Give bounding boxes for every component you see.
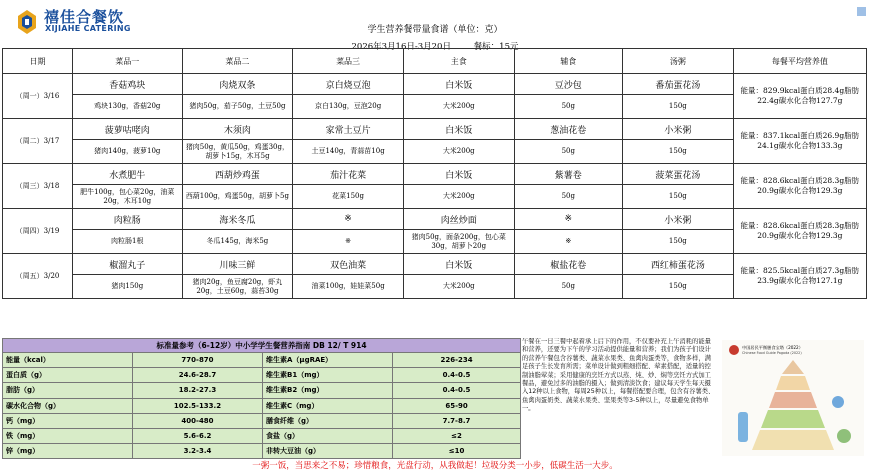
dish-quantity: 大米200g xyxy=(403,275,514,299)
dish-quantity: 猪肉50g，面条200g，包心菜30g，胡萝卜20g xyxy=(403,230,514,254)
dish-quantity: 西葫100g，鸡蛋50g，胡萝卜5g xyxy=(182,185,293,209)
day-label: （周二）3/17 xyxy=(3,119,73,164)
dish-name: 西红柿蛋花汤 xyxy=(623,254,734,275)
dish-name: 肉烧双条 xyxy=(182,74,293,95)
dish-quantity: 油菜100g，娃娃菜50g xyxy=(293,275,404,299)
nutrient-range: 7.7-8.7 xyxy=(393,413,521,428)
dish-quantity: 50g xyxy=(514,140,622,164)
nutrition-value: 能量：825.5kcal蛋白质27.3g脂肪23.9g碳水化合物127.1g xyxy=(733,254,866,299)
dish-name: 茄汁花菜 xyxy=(293,164,404,185)
nutrient-range: 102.5-133.2 xyxy=(133,398,263,413)
header-dish3: 菜品三 xyxy=(293,49,404,74)
dish-quantity: 花菜150g xyxy=(293,185,404,209)
page-title: 学生营养餐带量食谱（单位：克） xyxy=(367,25,503,35)
dish-name: ※ xyxy=(293,209,404,230)
dish-quantity: 猪肉50g，黄瓜50g，鸡蛋30g，胡萝卜15g，木耳5g xyxy=(182,140,293,164)
nutrition-value: 能量：837.1kcal蛋白质26.9g脂肪24.1g碳水化合物133.3g xyxy=(733,119,866,164)
nutrient-range: 0.4-0.5 xyxy=(393,368,521,383)
dish-name: ※ xyxy=(514,209,622,230)
nutrient-range: 226-234 xyxy=(393,353,521,368)
nutrient-range: 65-90 xyxy=(393,398,521,413)
dish-quantity: 150g xyxy=(623,230,734,254)
nutrition-value: 能量：829.9kcal蛋白质28.4g脂肪22.4g碳水化合物127.7g xyxy=(733,74,866,119)
dish-quantity: 大米200g xyxy=(403,140,514,164)
dish-quantity: 猪肉50g，茄子50g，土豆50g xyxy=(182,95,293,119)
nutrient-name: 锌（mg） xyxy=(3,444,133,459)
dish-quantity: 50g xyxy=(514,185,622,209)
dish-name: 白米饭 xyxy=(403,164,514,185)
standard-row xyxy=(3,444,521,459)
header-staple: 主食 xyxy=(403,49,514,74)
dish-name: 菠菜蛋花汤 xyxy=(623,164,734,185)
corner-marker xyxy=(857,7,866,16)
nutrient-name: 铁（mg） xyxy=(3,428,133,443)
nutrient-name: 蛋白质（g） xyxy=(3,368,133,383)
dish-name: 椒盐花卷 xyxy=(514,254,622,275)
dish-name: 葱油花卷 xyxy=(514,119,622,140)
dish-name: 白米饭 xyxy=(403,119,514,140)
dish-quantity: ※ xyxy=(293,230,404,254)
dish-quantity: 土豆140g，青蒜苗10g xyxy=(293,140,404,164)
dish-name: 西葫炒鸡蛋 xyxy=(182,164,293,185)
standard-row xyxy=(3,428,521,443)
dish-name: 紫薯卷 xyxy=(514,164,622,185)
dish-name: 肉粒肠 xyxy=(73,209,183,230)
header-date: 日期 xyxy=(3,49,73,74)
dish-name: 京白烧豆泡 xyxy=(293,74,404,95)
dish-quantity: 肥牛100g，包心菜20g，油菜20g，木耳10g xyxy=(73,185,183,209)
nutrient-range: 0.4-0.5 xyxy=(393,383,521,398)
dish-quantity: 猪肉140g，菠萝10g xyxy=(73,140,183,164)
nutrition-standard-table xyxy=(2,338,521,459)
nutrient-name: 非转大豆油（g） xyxy=(263,444,393,459)
header-dish2: 菜品二 xyxy=(182,49,293,74)
header-nutrition: 每餐平均营养值 xyxy=(733,49,866,74)
standard-row xyxy=(3,398,521,413)
menu-header-row xyxy=(3,49,867,74)
nutrient-name: 食盐（g） xyxy=(263,428,393,443)
dish-name: 家常土豆片 xyxy=(293,119,404,140)
menu-dish-row xyxy=(3,254,867,275)
day-label: （周四）3/19 xyxy=(3,209,73,254)
nutrient-name: 脂肪（g） xyxy=(3,383,133,398)
dish-quantity: 猪肉20g，鱼豆腐20g，虾丸20g，土豆60g，蒜苔30g xyxy=(182,275,293,299)
pagoda-title: 中国居民平衡膳食宝塔（2022） xyxy=(742,345,803,350)
dish-name: 香菇鸡块 xyxy=(73,74,183,95)
dish-quantity: 50g xyxy=(514,275,622,299)
standard-row xyxy=(3,383,521,398)
standard-row xyxy=(3,413,521,428)
day-label: （周一）3/16 xyxy=(3,74,73,119)
dish-quantity: 大米200g xyxy=(403,185,514,209)
dish-name: 白米饭 xyxy=(403,74,514,95)
dish-name: 双色油菜 xyxy=(293,254,404,275)
dish-quantity: 大米200g xyxy=(403,95,514,119)
day-label: （周三）3/18 xyxy=(3,164,73,209)
dish-quantity: 肉粒肠1根 xyxy=(73,230,183,254)
day-label: （周五）3/20 xyxy=(3,254,73,299)
menu-dish-row xyxy=(3,209,867,230)
dish-name: 川味三鲜 xyxy=(182,254,293,275)
dish-name: 白米饭 xyxy=(403,254,514,275)
dish-quantity: 冬瓜145g，海米5g xyxy=(182,230,293,254)
standard-row xyxy=(3,368,521,383)
dish-name: 水煮肥牛 xyxy=(73,164,183,185)
dish-quantity: 150g xyxy=(623,140,734,164)
dish-name: 豆沙包 xyxy=(514,74,622,95)
nutrient-range: ≤2 xyxy=(393,428,521,443)
header-soup: 汤粥 xyxy=(623,49,734,74)
nutrient-name: 维生素B1（mg） xyxy=(263,368,393,383)
brand-name-cn: 禧佳合餐饮 xyxy=(44,8,125,26)
food-pagoda-image xyxy=(722,340,864,456)
nutrient-range: 18.2-27.3 xyxy=(133,383,263,398)
dish-quantity: 150g xyxy=(623,275,734,299)
meal-fee: 餐标：15元 xyxy=(473,42,519,52)
menu-dish-row xyxy=(3,74,867,95)
dish-quantity: 京白130g，豆泡20g xyxy=(293,95,404,119)
nutrient-name: 维生素C（mg） xyxy=(263,398,393,413)
dish-name: 海米冬瓜 xyxy=(182,209,293,230)
nutrient-name: 钙（mg） xyxy=(3,413,133,428)
pagoda-subtitle: Chinese Food Guide Pagoda (2022) xyxy=(742,351,802,355)
dish-quantity: 50g xyxy=(514,95,622,119)
dish-name: 木须肉 xyxy=(182,119,293,140)
date-range: 2026年3月16日-3月20日 xyxy=(351,42,451,52)
nutrient-range: 5.6-6.2 xyxy=(133,428,263,443)
nutrient-range: 400-480 xyxy=(133,413,263,428)
nutrition-value: 能量：828.6kcal蛋白质28.3g脂肪20.9g碳水化合物129.3g xyxy=(733,209,866,254)
dish-quantity: 150g xyxy=(623,95,734,119)
nutrient-range: ≤10 xyxy=(393,444,521,459)
dish-quantity: 猪肉150g xyxy=(73,275,183,299)
nutrient-name: 膳食纤维（g） xyxy=(263,413,393,428)
brand-name-en: XIJIAHE CATERING xyxy=(45,24,131,33)
header-side: 辅食 xyxy=(514,49,622,74)
dish-name: 肉丝炒面 xyxy=(403,209,514,230)
nutrient-range: 24.6-28.7 xyxy=(133,368,263,383)
dish-quantity: ※ xyxy=(514,230,622,254)
dish-name: 菠萝咕咾肉 xyxy=(73,119,183,140)
dish-name: 番茄蛋花汤 xyxy=(623,74,734,95)
menu-dish-row xyxy=(3,164,867,185)
nutrient-range: 770-870 xyxy=(133,353,263,368)
menu-table xyxy=(2,48,867,299)
standard-row xyxy=(3,353,521,368)
nutrient-name: 碳水化合物（g） xyxy=(3,398,133,413)
nutrient-name: 维生素A（μgRAE） xyxy=(263,353,393,368)
dish-name: 小米粥 xyxy=(623,119,734,140)
header-dish1: 菜品一 xyxy=(73,49,183,74)
dish-quantity: 150g xyxy=(623,185,734,209)
nutrition-description: 午餐在一日三餐中起着承上启下的作用，不仅要补充上午消耗的能量和营养，还要为下午的学习活动提供能量和营养；我们为孩子们设计的营养午餐包含谷薯类、蔬菜水果类、鱼禽肉蛋类等，食物多样，满足孩子生长发育所需；菜单设计做到粗细搭配、荤素搭配，适量的控制油脂荤菜；采用健康的烹饪方式以蒸、炖、炒、焖等烹饪方式加工餐品，避免过多的油脂的摄入；做到清淡饮食；建议每天学生每天摄入12种以上食物，每周25种以上，每餐搭配要合理，包含有谷薯类、鱼禽肉蛋奶类、蔬菜水果类、坚果类等3-5种以上，尽量避免食物单一。 xyxy=(522,338,715,413)
dish-name: 椒溜丸子 xyxy=(73,254,183,275)
standard-header: 标准量参考（6-12岁）中小学学生餐营养指南 DB 12/ T 914 xyxy=(3,339,521,353)
footer-slogan: 一粥一饭，当思来之不易；珍惜粮食，光盘行动，从我做起！垃圾分类一小步，低碳生活一大步。 xyxy=(252,461,618,471)
nutrient-name: 维生素B2（mg） xyxy=(263,383,393,398)
dish-name: 小米粥 xyxy=(623,209,734,230)
dish-quantity: 鸡块130g，香菇20g xyxy=(73,95,183,119)
menu-dish-row xyxy=(3,119,867,140)
nutrient-name: 能量（kcal） xyxy=(3,353,133,368)
nutrient-range: 3.2-3.4 xyxy=(133,444,263,459)
nutrition-value: 能量：828.6kcal蛋白质28.3g脂肪20.9g碳水化合物129.3g xyxy=(733,164,866,209)
